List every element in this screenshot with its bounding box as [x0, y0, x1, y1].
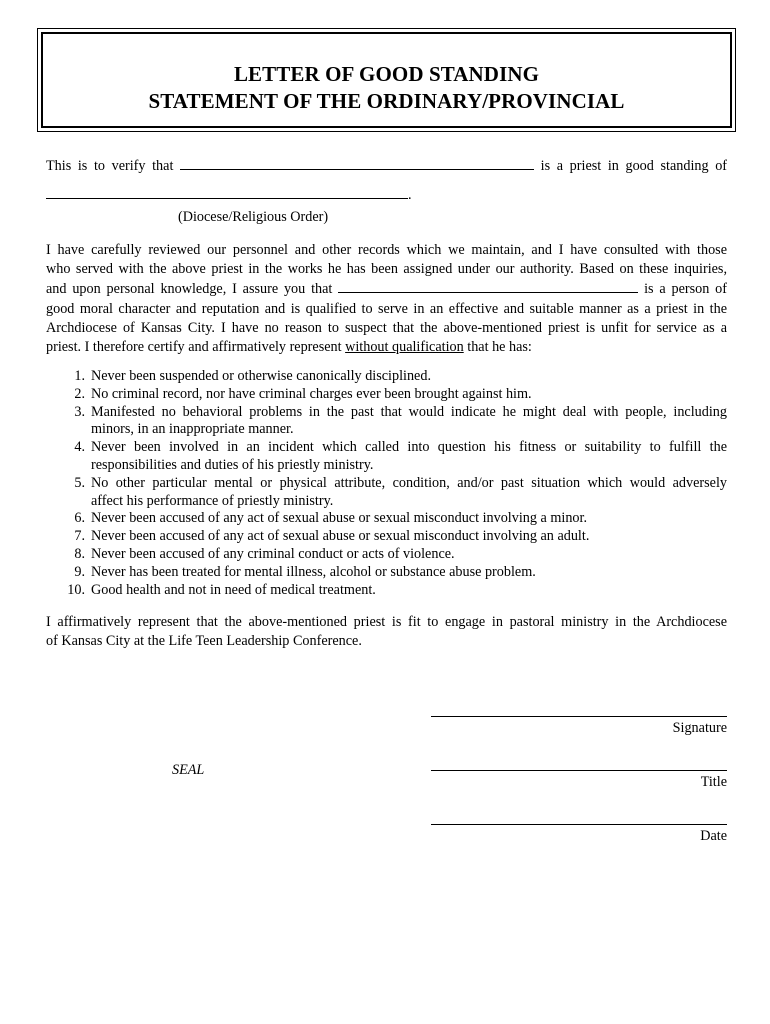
condition-item — [74, 385, 727, 404]
condition-number: 2. — [74, 385, 85, 402]
closing-paragraph — [46, 613, 727, 651]
document-subtitle: STATEMENT OF THE ORDINARY/PROVINCIAL — [148, 89, 625, 113]
condition-number: 9. — [74, 563, 85, 580]
paragraph-line3-suffix: is a person of — [644, 281, 727, 298]
condition-item — [74, 439, 727, 475]
condition-text: minors, in an inappropriate manner. — [91, 421, 294, 438]
paragraph-line-with-blank — [46, 279, 727, 299]
conditions-list — [67, 368, 727, 599]
diocese-label: (Diocese/Religious Order) — [178, 209, 329, 225]
condition-text: Never been accused of any criminal conduct or acts of violence. — [91, 545, 455, 562]
condition-number: 10. — [67, 581, 85, 598]
condition-text: responsibilities and duties of his priestly ministry. — [91, 456, 374, 473]
closing-line: I affirmatively represent that the above-mentioned priest is fit to engage in pastoral ministry in the Archdiocese — [46, 614, 727, 630]
title-box — [37, 28, 736, 132]
condition-number: 1. — [74, 368, 85, 384]
condition-number: 4. — [74, 439, 85, 456]
paragraph-line: good moral character and reputation and is qualified to serve in an effective and suitable manner as a priest in the — [46, 300, 727, 317]
condition-text: No criminal record, nor have criminal charges ever been brought against him. — [91, 385, 532, 402]
condition-item — [74, 474, 727, 511]
priest-name-blank-2[interactable] — [338, 279, 638, 293]
signature-line[interactable] — [431, 716, 727, 717]
condition-text: Never has been treated for mental illness, alcohol or substance abuse problem. — [91, 563, 536, 580]
signature-label: Signature — [672, 720, 727, 736]
condition-item — [74, 545, 727, 564]
condition-number: 6. — [74, 510, 85, 527]
condition-text: No other particular mental or physical attribute, condition, and/or past situation which would adversely — [91, 474, 727, 491]
seal-label: SEAL — [172, 762, 205, 778]
verify-suffix: is a priest in good standing of — [540, 158, 728, 174]
diocese-period: . — [408, 187, 412, 203]
condition-text: Good health and not in need of medical treatment. — [91, 581, 376, 598]
without-qualification-underlined: without qualification — [345, 339, 464, 356]
priest-name-blank[interactable] — [180, 156, 534, 170]
document-title: LETTER OF GOOD STANDING — [233, 62, 540, 86]
paragraph-line: who served with the above priest in the works he has been assigned under our authority. Based on these inquiries, — [46, 261, 727, 278]
paragraph-line3-prefix: and upon personal knowledge, I assure you that — [46, 281, 333, 298]
condition-text: Never been involved in an incident which called into question his fitness or suitability to fulfill the — [91, 439, 727, 456]
condition-text: Never been suspended or otherwise canonically disciplined. — [91, 368, 431, 384]
condition-number: 7. — [74, 528, 85, 545]
date-line[interactable] — [431, 824, 727, 825]
paragraph-line6-prefix: priest. I therefore certify and affirmatively represent — [46, 339, 342, 356]
verify-line — [46, 156, 727, 176]
title-box-inner-border — [41, 32, 732, 128]
paragraph-line6-suffix: that he has: — [467, 339, 532, 356]
diocese-blank[interactable] — [46, 185, 408, 199]
title-line[interactable] — [431, 770, 727, 771]
condition-number: 3. — [74, 403, 85, 420]
verify-prefix: This is to verify that — [46, 158, 174, 174]
condition-item — [74, 510, 727, 528]
condition-item — [74, 403, 727, 440]
condition-number: 5. — [74, 474, 85, 491]
condition-item — [74, 528, 727, 546]
title-label: Title — [700, 774, 727, 790]
closing-line: of Kansas City at the Life Teen Leadership Conference. — [46, 633, 362, 650]
condition-text: Manifested no behavioral problems in the past that would indicate he might deal with people, including — [91, 403, 727, 420]
condition-text: Never been accused of any act of sexual abuse or sexual misconduct involving a minor. — [91, 510, 588, 527]
diocese-line — [46, 185, 727, 205]
paragraph-line: Archdiocese of Kansas City. I have no reason to suspect that the above-mentioned priest is unfit for service as a — [46, 319, 727, 336]
certification-paragraph — [46, 241, 727, 357]
condition-item — [74, 563, 727, 582]
condition-number: 8. — [74, 545, 85, 562]
condition-item — [67, 581, 727, 600]
condition-item — [74, 368, 727, 386]
date-label: Date — [700, 828, 727, 844]
paragraph-line — [46, 338, 727, 357]
condition-text: Never been accused of any act of sexual abuse or sexual misconduct involving an adult. — [91, 528, 590, 545]
condition-text: affect his performance of priestly ministry. — [91, 492, 334, 509]
paragraph-line: I have carefully reviewed our personnel and other records which we maintain, and I have consulted with those — [46, 242, 727, 258]
